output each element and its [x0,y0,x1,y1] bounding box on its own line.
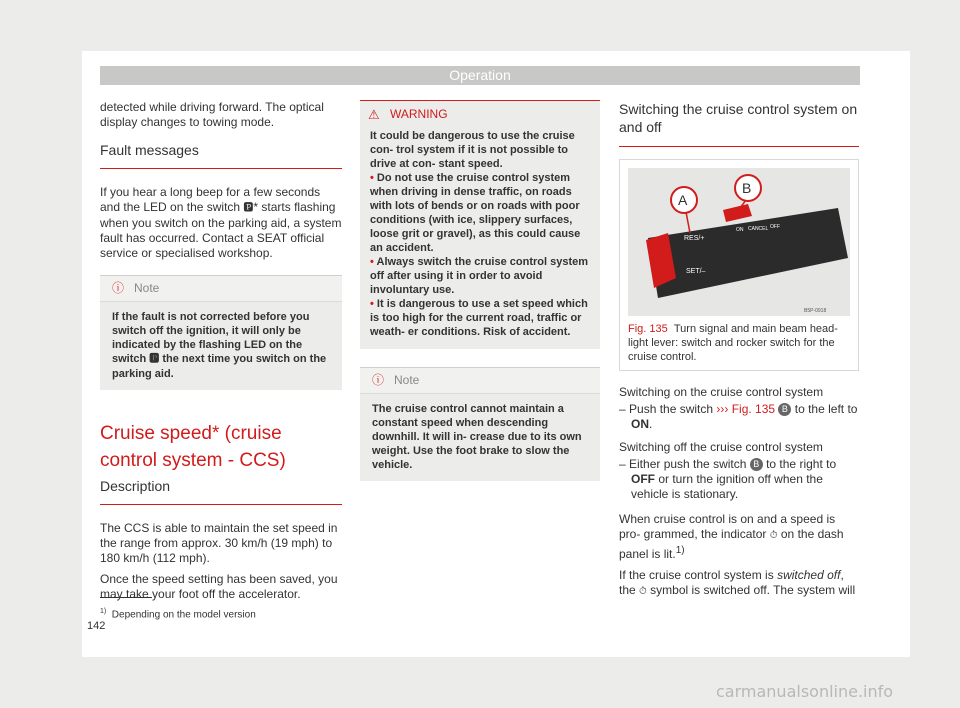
indicator-paragraph: When cruise control is on and a speed is pro- grammed, the indicator ⏱ on the dash panel is lit.$^{1)}$ [619,512,844,561]
column-title: Switching the cruise control system on and off [619,100,859,147]
lever-off-text: OFF [770,224,780,230]
page-number: 142 [87,620,106,632]
note-body: The cruise control cannot maintain a constant speed when descending downhill. It will in- crease due to its own weight. Use the foot brake to slow the vehicle. [372,403,582,471]
cruise-control-icon: ⏱ [639,586,647,597]
figure-caption: Fig. 135 Turn signal and main beam head- light lever: switch and rocker switch for the cruise control. [628,323,838,363]
switching-off-step: – Either push the switch B to the right to OFF or turn the ignition off when the vehicle is stationary. [619,457,837,501]
switching-on-step: – Push the switch ››› Fig. 135 B to the left to ON. [619,402,858,431]
fault-messages-heading: Fault messages [100,143,342,169]
cruise-control-icon: ⏱ [769,530,778,541]
watermark: carmanualsonline.info [716,682,894,701]
column-left [100,100,342,608]
warning-bullet: • It is dangerous to use a set speed which is too high for the current road, traffic or weath- er conditions. Risk of accident. [370,298,588,338]
fault-text: If you hear a long beep for a few seconds and the LED on the switch 🅿* starts flashing when you switch on the parking aid, a system fault has occurred. Contact a SEAT official service or specialised workshop. [100,185,342,260]
parking-aid-icon: 🅿 [243,203,254,214]
note-body: If the fault is not corrected before you switch off the ignition, it will only be indicated by the flashing LED on the switch 🅿 the next time you switch on the parking aid. [112,311,327,380]
header-title: Operation [449,67,511,83]
section-title: Cruise speed* (cruise control system - CCS) [100,423,286,471]
warning-bullet: • Always switch the cruise control system off after using it in order to avoid involuntary use. [370,256,589,296]
switch-b-marker: B [778,403,791,416]
note-header [360,368,600,394]
figure-number: Fig. 135 [628,323,668,335]
figure-reference-link[interactable]: ››› Fig. 135 [716,402,776,416]
footnote-ref: 1) [675,545,685,556]
label-b: B [742,180,752,196]
parking-aid-icon: 🅿 [149,354,160,365]
warning-label: WARNING [390,106,448,121]
lever-cancel-text: CANCEL [748,226,769,232]
warning-header [360,101,600,127]
note-label: Note [394,373,420,387]
lever-on-text: ON [736,227,744,233]
figure-135 [619,159,859,371]
switching-off-heading: Switching off the cruise control system [619,440,823,454]
warning-box [360,100,600,349]
info-icon: ⓘ [112,281,125,295]
note-label: Note [134,281,160,295]
switched-off-paragraph: If the cruise control system is switched off, the ⏱ symbol is switched off. The system will [619,568,856,597]
switching-on-heading: Switching on the cruise control system [619,385,824,399]
description-text-2: Once the speed setting has been saved, you may take your foot off the accelerator. [100,572,338,601]
warning-body [360,127,600,349]
footnote-rule [100,597,152,598]
footnote: $^{1)}$ Depending on the model version [100,608,256,621]
warning-icon: ⚠ [368,106,380,122]
lever-drawing [628,168,850,316]
note-header [100,276,342,302]
lever-illustration [628,168,850,316]
intro-text: detected while driving forward. The optical display changes to towing mode. [100,100,324,129]
lever-set-text: SET/– [686,268,706,275]
info-icon: ⓘ [372,373,385,387]
page-header [100,66,860,85]
warning-intro: It could be dangerous to use the cruise con- trol system if it is not possible to drive at con- stant speed. [370,130,575,170]
column-right [619,100,859,605]
switch-b-marker: B [750,458,763,471]
note-box [100,275,342,390]
column-middle [360,100,600,481]
lever-res-text: RES/+ [684,235,705,242]
note-box [360,367,600,481]
warning-bullet: • Do not use the cruise control system when driving in dense traffic, on roads with lots of bends or on roads with poor conditions (with ice, slippery surfaces, loose grit or gravel), as this could cause an accident. [370,172,581,254]
label-a: A [678,192,688,208]
section-subtitle: Description [100,479,342,505]
figure-code: B5P-0918 [804,308,827,314]
description-text-1: The CCS is able to maintain the set speed in the range from approx. 30 km/h (19 mph) to 180 km/h (112 mph). [100,521,338,565]
